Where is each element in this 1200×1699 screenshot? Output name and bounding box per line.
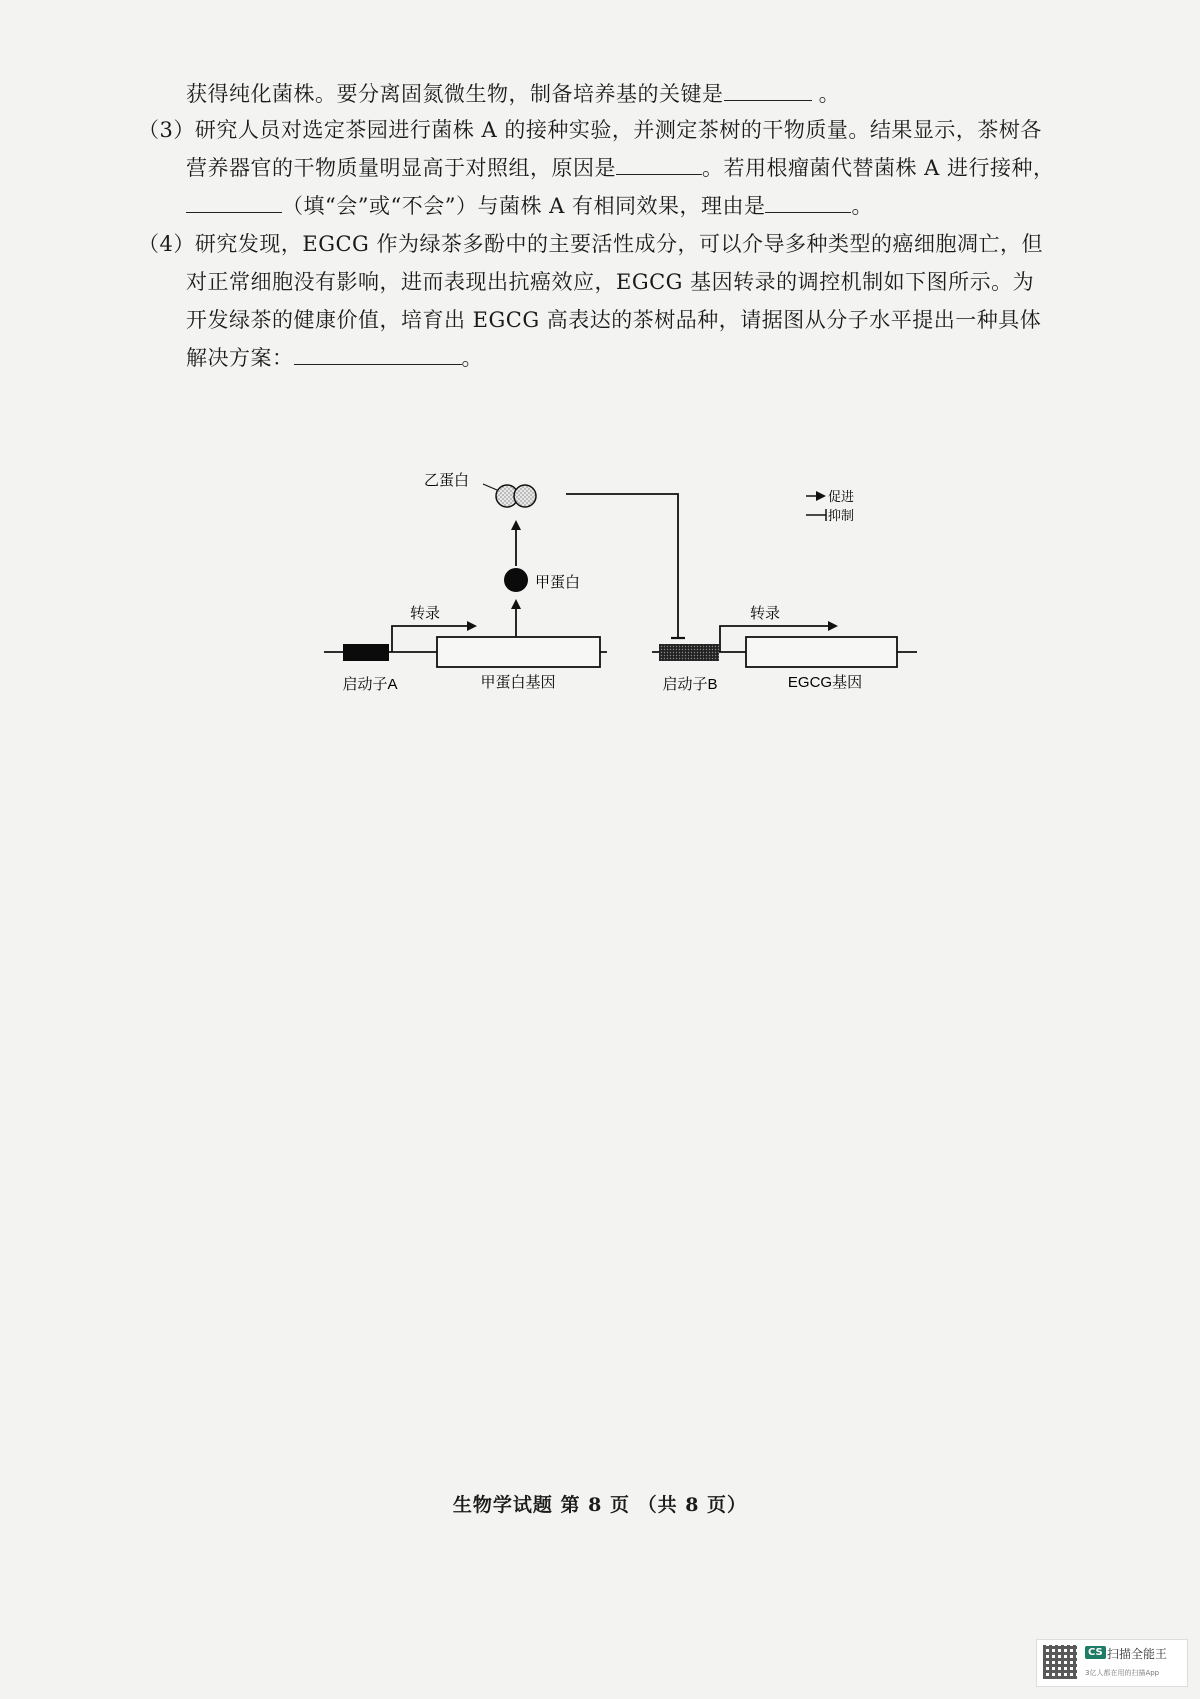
watermark-title: 扫描全能王 [1107,1647,1168,1661]
protein-a-circle [504,568,528,592]
line-8-text: 解决方案： [186,346,294,370]
promoter-b-block [659,644,719,661]
egcg-gene-label: EGCG基因 [787,674,863,691]
line-8-end: 。 [461,346,483,370]
transcription-label-b: 转录 [749,605,781,622]
legend-inhibit-label: 抑制 [828,508,855,523]
cs-logo: CS [1085,1646,1106,1659]
promoter-b-label: 启动子B [662,676,718,693]
protein-b-circle-2 [514,485,536,507]
qr-code-icon [1043,1645,1077,1679]
legend-promote-label: 促进 [828,489,855,504]
watermark-subtitle: 3亿人都在用的扫描App [1085,1669,1160,1677]
promoter-a-block [343,644,389,661]
protein-b-pointer [483,484,497,490]
question-4-text: （4）研究发现，EGCG 作为绿茶多酚中的主要活性成分，可以介导多种类型的癌细胞凋亡，但 [138,232,1043,256]
protein-a-label: 甲蛋白 [535,574,581,591]
egcg-gene-box [746,637,897,667]
promoter-a-label: 启动子A [342,676,398,693]
inhibition-line [566,494,678,638]
line-4-end: 。 [851,194,873,218]
protein-b-label: 乙蛋白 [424,472,470,489]
question-3-text: （3）研究人员对选定茶园进行菌株 A 的接种实验，并测定茶树的干物质量。结果显示，茶树各 [138,118,1042,142]
gene-a-box [437,637,600,667]
line-1-text: 获得纯化菌株。要分离固氮微生物，制备培养基的关键是 [186,82,724,106]
line-7-text: 开发绿茶的健康价值，培育出 EGCG 高表达的茶树品种，请据图从分子水平提出一种具体 [186,308,1042,332]
gene-a-label: 甲蛋白基因 [480,674,556,691]
transcription-label-a: 转录 [409,605,441,622]
line-3-end: 。若用根瘤菌代替菌株 A 进行接种， [702,156,1055,180]
line-1-end: 。 [811,82,841,106]
scanner-watermark [1036,1639,1188,1687]
line-3-text: 营养器官的干物质量明显高于对照组，原因是 [186,156,616,180]
line-6-text: 对正常细胞没有影响，进而表现出抗癌效应，EGCG 基因转录的调控机制如下图所示。为 [186,270,1035,294]
page-footer: 生物学试题 第 8 页 （共 8 页） [452,1494,748,1516]
line-4-text: （填“会”或“不会”）与菌株 A 有相同效果，理由是 [282,194,766,218]
